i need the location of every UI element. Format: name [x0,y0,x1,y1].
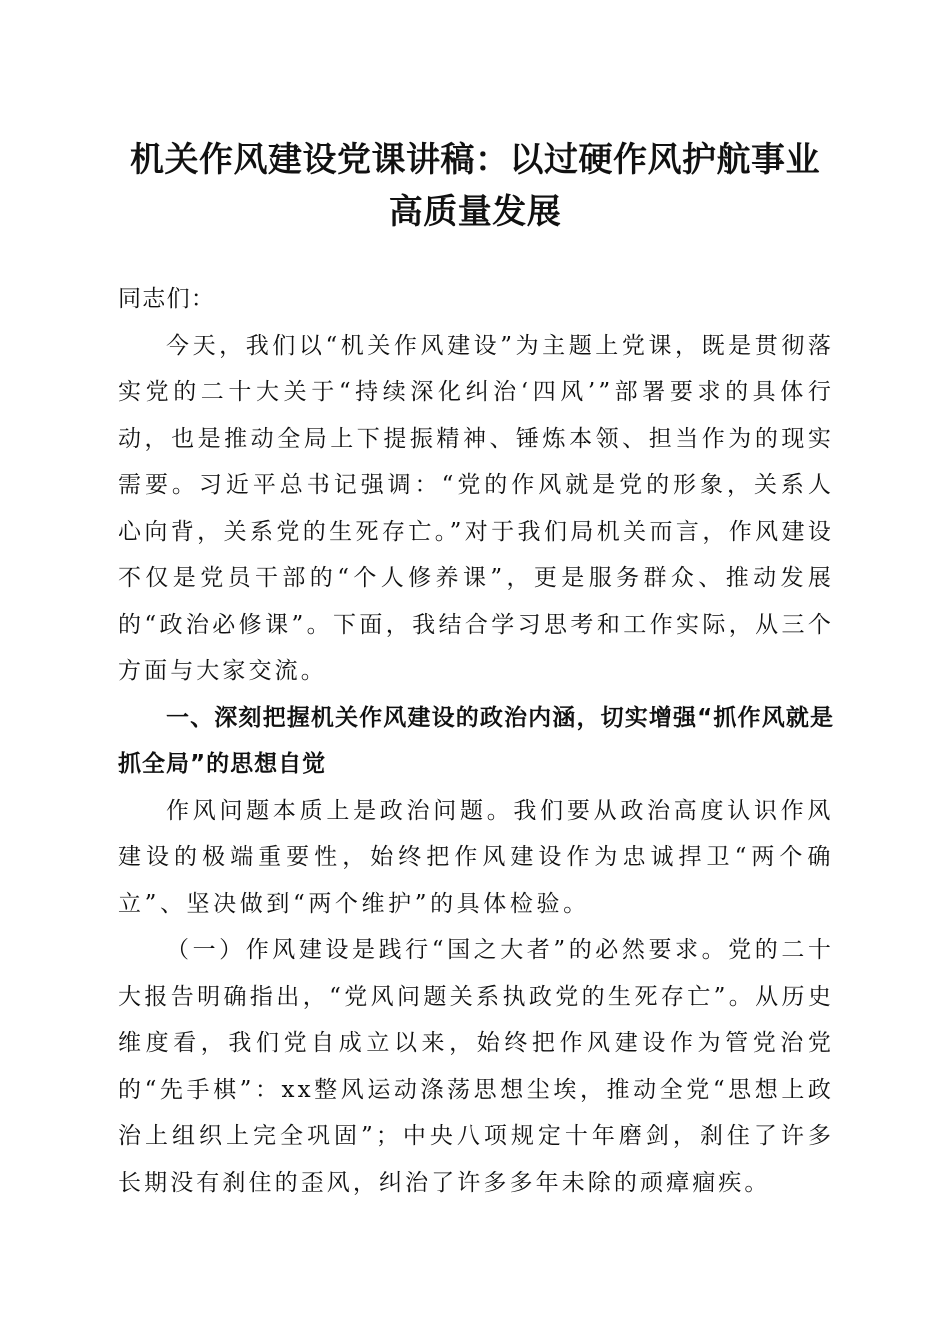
subsection-1-paragraph [118,927,834,1206]
subsection-1-lead: （一）作风建设是践行“国之大者”的必然要求。 [166,937,729,963]
intro-paragraph: 今天，我们以“机关作风建设”为主题上党课，既是贯彻落实党的二十大关于“持续深化纠治‘四风’”部署要求的具体行动，也是推动全局上下提振精神、锤炼本领、担当作为的现实需要。习近平总书记强调：“党的作风就是党的形象，关系人心向背，关系党的生死存亡。”对于我们局机关而言，作风建设不仅是党员干部的“个人修养课”，更是服务群众、推动发展的“政治必修课”。下面，我结合学习思考和工作实际，从三个方面与大家交流。 [118,332,834,684]
title-line-1: 机关作风建设党课讲稿：以过硬作风护航事业 [130,140,820,180]
document-body [118,276,834,1206]
document-title [60,134,890,238]
subsection-1-body: 党的二十大报告明确指出，“党风问题关系执政党的生死存亡”。从历史维度看，我们党自成立以来，始终把作风建设作为管党治党的“先手棋”：xx整风运动涤荡思想尘埃，推动全党“思想上政治上组织上完全巩固”；中央八项规定十年磨剑，刹住了许多长期没有刹住的歪风，纠治了许多多年未除的顽瘴痼疾。 [118,937,834,1196]
section-1-paragraph: 作风问题本质上是政治问题。我们要从政治高度认识作风建设的极端重要性，始终把作风建设作为忠诚捍卫“两个确立”、坚决做到“两个维护”的具体检验。 [118,797,834,917]
title-line-2: 高质量发展 [388,192,562,232]
salutation: 同志们： [118,286,216,312]
section-1-heading: 一、深刻把握机关作风建设的政治内涵，切实增强“抓作风就是抓全局”的思想自觉 [118,704,834,777]
